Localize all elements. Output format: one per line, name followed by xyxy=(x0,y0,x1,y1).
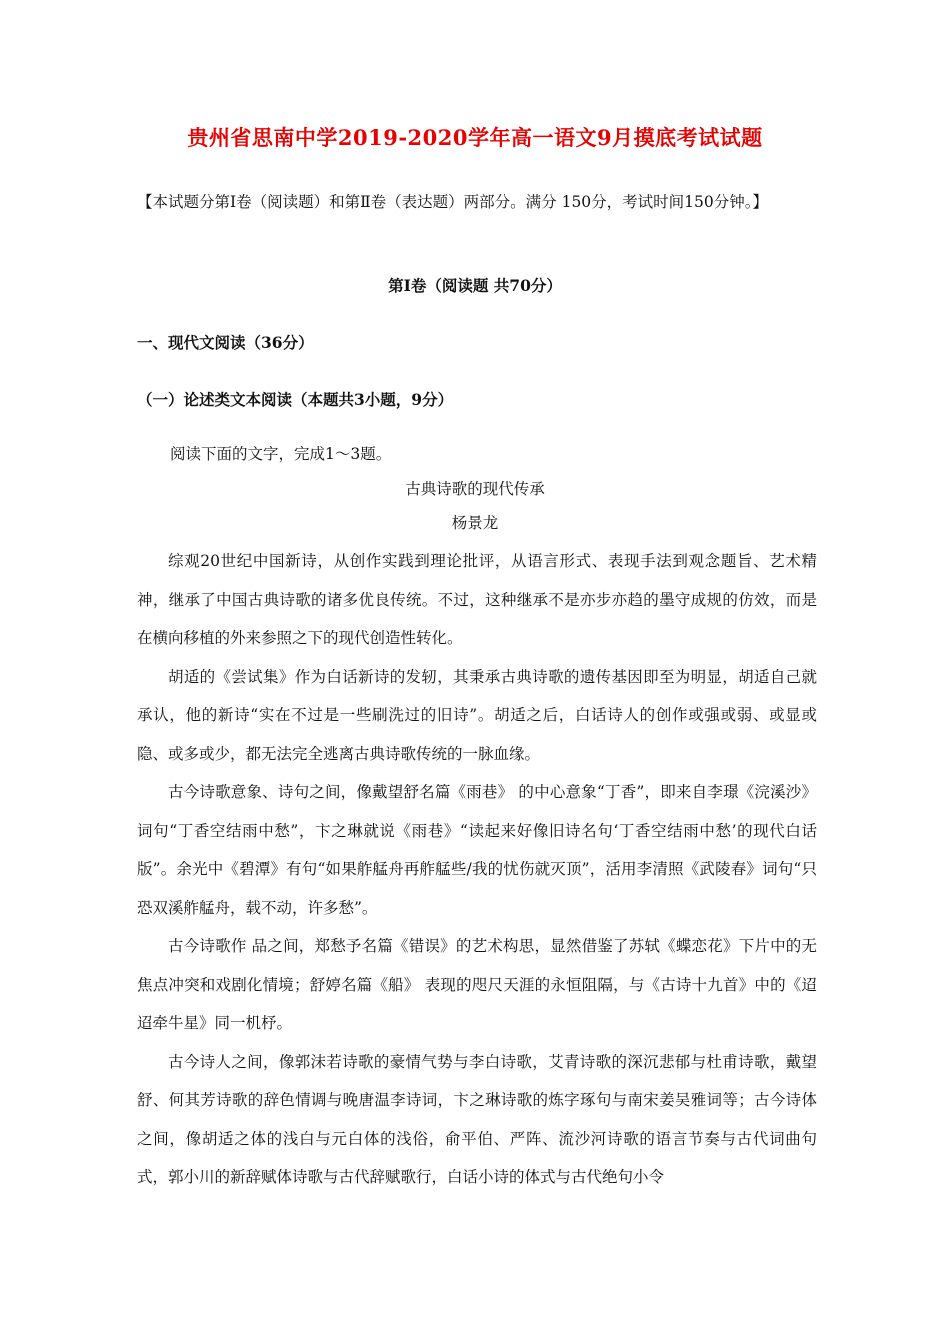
document-title: 贵州省思南中学2019-2020学年高一语文9月摸底考试试题 xyxy=(187,125,763,150)
paragraph: 胡适的《尝试集》作为白话新诗的发轫，其秉承古典诗歌的遗传基因即至为明显，胡适自己就承认，他的新诗“实在不过是一些刷洗过的旧诗”。胡适之后，白话诗人的创作或强或弱、或显或隐、或多或少，都无法完全逃离古典诗歌传统的一脉血缘。 xyxy=(137,667,817,763)
article-body xyxy=(137,542,817,1197)
part-heading: 一、现代文阅读（36分） xyxy=(137,333,314,352)
article-title: 古典诗歌的现代传承 xyxy=(405,480,545,498)
volume-heading: 第Ⅰ卷（阅读题 共70分） xyxy=(388,276,562,295)
exam-note: 【本试题分第Ⅰ卷（阅读题）和第Ⅱ卷（表达题）两部分。满分 150分，考试时间150分钟。】 xyxy=(137,193,769,211)
paragraph: 古今诗歌作 品之间，郑愁予名篇《错误》的艺术构思，显然借鉴了苏轼《蝶恋花》下片中的无焦点冲突和戏剧化情境；舒婷名篇《船》 表现的咫尺天涯的永恒阻隔，与《古诗十九首》中的《迢迢牵牛星》同一机杼。 xyxy=(137,937,817,1032)
paragraph: 古今诗人之间，像郭沫若诗歌的豪情气势与李白诗歌，艾青诗歌的深沉悲郁与杜甫诗歌，戴望舒、何其芳诗歌的辞色情调与晚唐温李诗词，卞之琳诗歌的炼字琢句与南宋姜吴雅词等；古今诗体之间，像胡适之体的浅白与元白体的浅俗，俞平伯、严阵、流沙河诗歌的语言节奏与古代词曲句式，郭小川的新辞赋体诗歌与古代辞赋歌行，白话小诗的体式与古代绝句小令 xyxy=(137,1052,817,1186)
paragraph: 古今诗歌意象、诗句之间，像戴望舒名篇《雨巷》 的中心意象“丁香”，即来自李璟《浣溪沙》词句“丁香空结雨中愁”，卞之琳就说《雨巷》“读起来好像旧诗名句‘丁香空结雨中愁’的现代白话版”。余光中《碧潭》有句“如果舴艋舟再舴艋些/我的忧伤就灭顶”，活用李清照《武陵春》词句“只恐双溪舴艋舟，载不动，许多愁”。 xyxy=(137,783,817,917)
article-author: 杨景龙 xyxy=(451,514,499,532)
subpart-heading: （一）论述类文本阅读（本题共3小题，9分） xyxy=(137,390,454,409)
reading-instruction: 阅读下面的文字，完成1～3题。 xyxy=(170,445,392,463)
paragraph: 综观20世纪中国新诗，从创作实践到理论批评，从语言形式、表现手法到观念题旨、艺术精神，继承了中国古典诗歌的诸多优良传统。不过，这种继承不是亦步亦趋的墨守成规的仿效，而是在横向移植的外来参照之下的现代创造性转化。 xyxy=(137,552,817,647)
